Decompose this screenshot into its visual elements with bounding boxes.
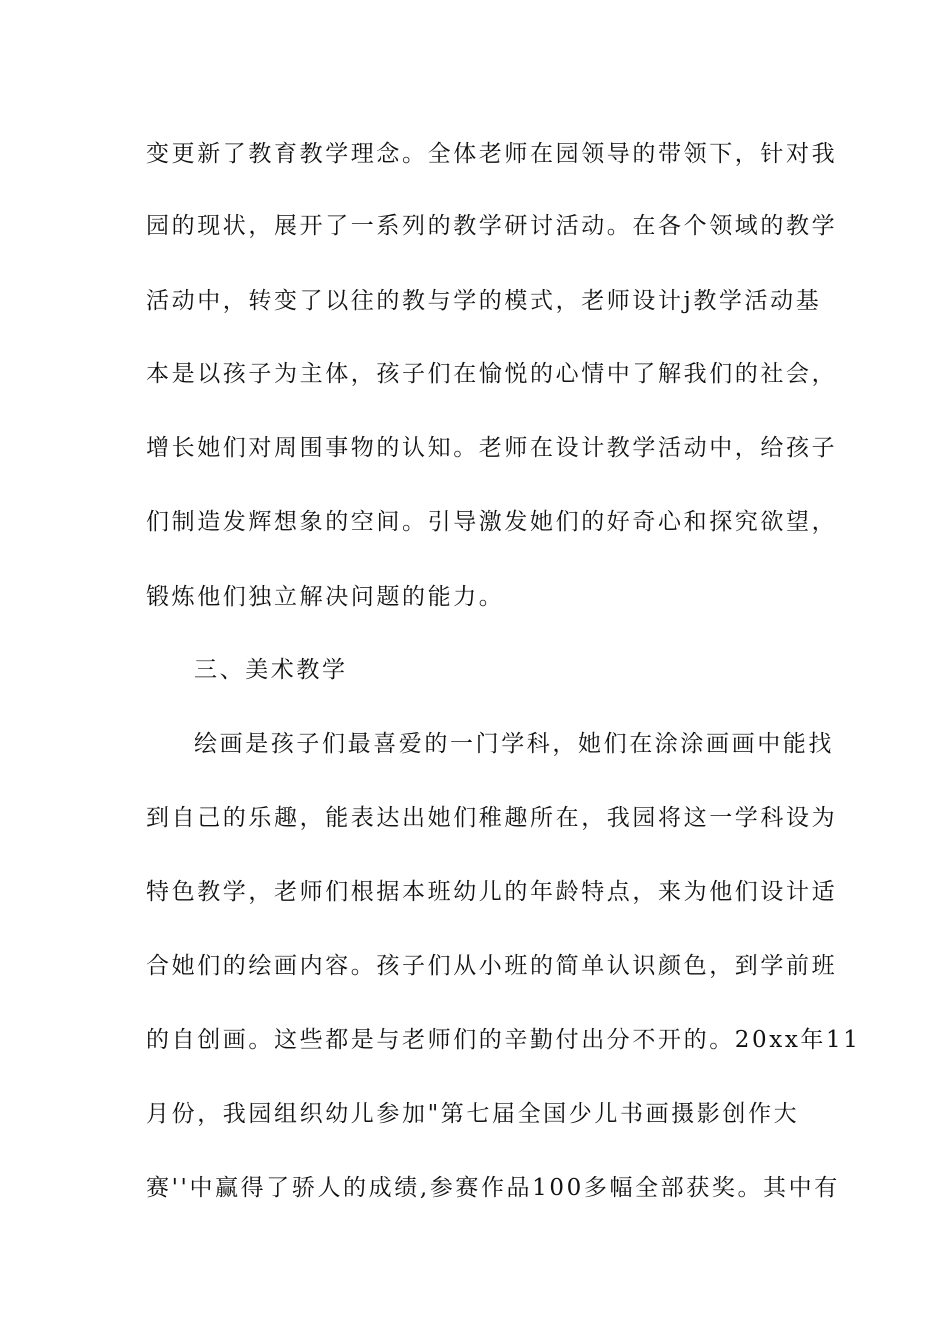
paragraph-1-line-1: 变更新了教育教学理念。全体老师在园领导的带领下，针对我 xyxy=(146,141,838,167)
paragraph-2-line-6: 月份，我园组织幼儿参加"第七届全国少儿书画摄影创作大 xyxy=(146,1101,800,1127)
paragraph-1-line-6: 们制造发辉想象的空间。引导激发她们的好奇心和探究欲望， xyxy=(146,509,838,535)
paragraph-1-line-5: 增长她们对周围事物的认知。老师在设计教学活动中，给孩子 xyxy=(146,435,838,461)
paragraph-1-line-4: 本是以孩子为主体，孩子们在愉悦的心情中了解我们的社会， xyxy=(146,361,838,387)
paragraph-1-line-2: 园的现状，展开了一系列的教学研讨活动。在各个领域的教学 xyxy=(146,213,838,239)
paragraph-2-line-3: 特色教学，老师们根据本班幼儿的年龄特点，来为他们设计适 xyxy=(146,879,838,905)
paragraph-2-line-2: 到自己的乐趣，能表达出她们稚趣所在，我园将这一学科设为 xyxy=(146,805,838,831)
paragraph-1-line-3: 活动中，转变了以往的教与学的模式，老师设计j教学活动基 xyxy=(146,288,822,314)
paragraph-2-line-5: 的自创画。这些都是与老师们的辛勤付出分不开的。20xx年11 xyxy=(146,1027,861,1053)
paragraph-2-line-1: 绘画是孩子们最喜爱的一门学科，她们在涂涂画画中能找 xyxy=(194,731,834,757)
paragraph-2-line-4: 合她们的绘画内容。孩子们从小班的简单认识颜色，到学前班 xyxy=(146,953,838,979)
paragraph-2-line-7: 赛''中赢得了骄人的成绩,参赛作品100多幅全部获奖。其中有 xyxy=(146,1175,840,1201)
section-heading: 三、美术教学 xyxy=(194,657,348,683)
paragraph-1-line-7: 锻炼他们独立解决问题的能力。 xyxy=(146,584,505,610)
